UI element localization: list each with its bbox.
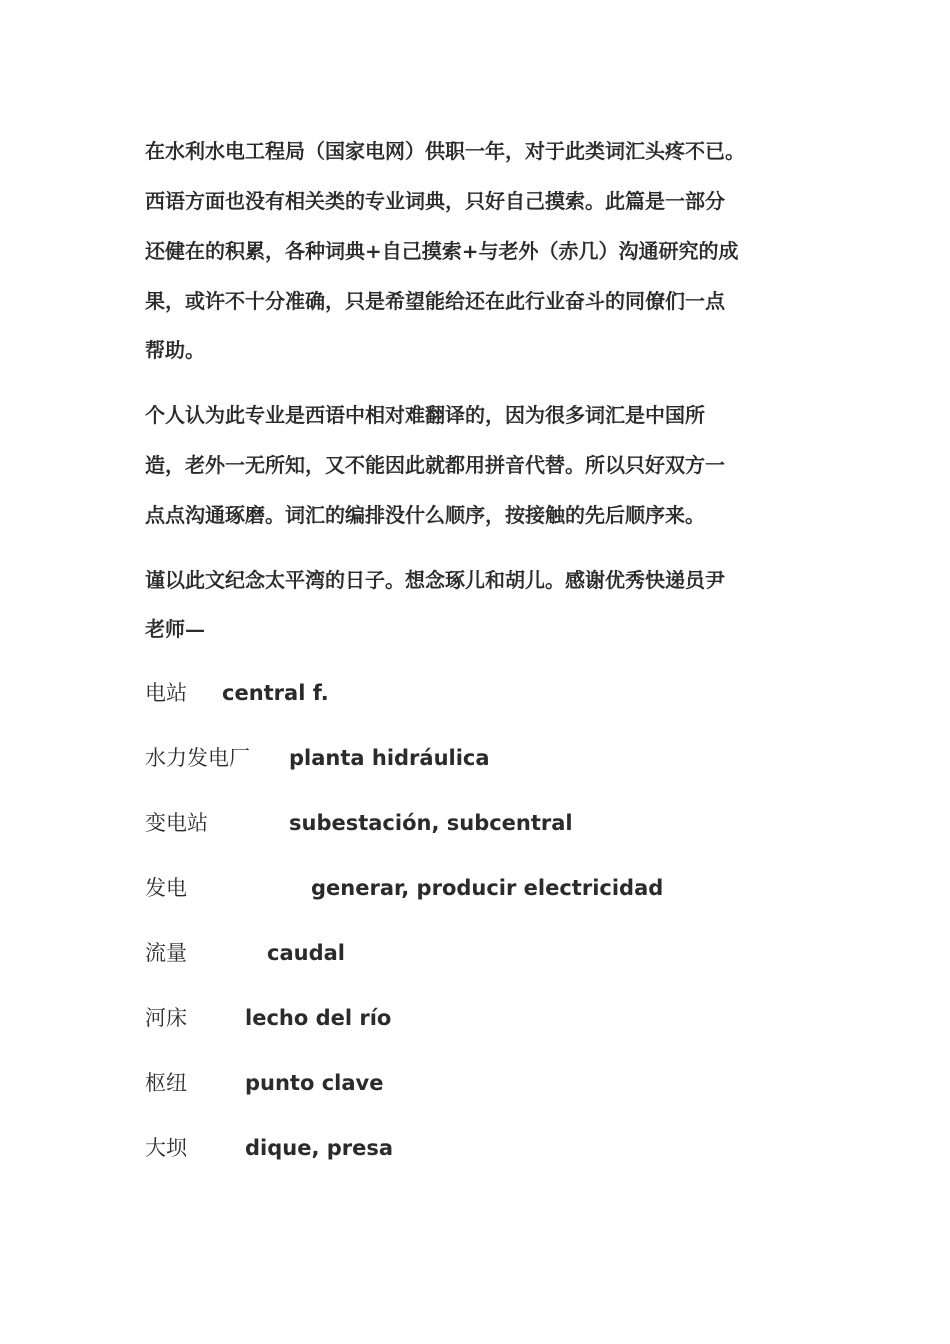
term-chinese: 河床: [145, 1006, 187, 1030]
term-chinese: 大坝: [145, 1136, 187, 1160]
intro-paragraph-3-line-2: 老师—: [145, 617, 205, 641]
intro-paragraph-2-line-3: 点点沟通琢磨。词汇的编排没什么顺序，按接触的先后顺序来。: [145, 503, 705, 527]
intro-paragraph-2-line-1: 个人认为此专业是西语中相对难翻译的，因为很多词汇是中国所: [145, 403, 705, 427]
intro-paragraph-1-line-5: 帮助。: [145, 338, 205, 362]
term-spanish: generar, producir electricidad: [311, 876, 664, 900]
intro-paragraph-3-line-1: 谨以此文纪念太平湾的日子。想念琢儿和胡儿。感谢优秀快递员尹: [145, 568, 725, 592]
term-spanish: dique, presa: [245, 1136, 394, 1160]
term-spanish: subestación, subcentral: [289, 811, 573, 835]
intro-paragraph-1-line-1: 在水利水电工程局（国家电网）供职一年，对于此类词汇头疼不已。: [145, 139, 745, 163]
term-chinese: 发电: [145, 876, 187, 900]
term-spanish: punto clave: [245, 1071, 384, 1095]
term-chinese: 水力发电厂: [145, 746, 250, 770]
term-chinese: 变电站: [145, 811, 208, 835]
term-spanish: central f.: [222, 681, 329, 705]
term-spanish: caudal: [267, 941, 345, 965]
term-chinese: 流量: [145, 941, 187, 965]
term-spanish: lecho del río: [245, 1006, 392, 1030]
intro-paragraph-1-line-4: 果，或许不十分准确，只是希望能给还在此行业奋斗的同僚们一点: [145, 289, 725, 313]
term-spanish: planta hidráulica: [289, 746, 490, 770]
term-chinese: 电站: [145, 681, 187, 705]
intro-paragraph-2-line-2: 造，老外一无所知，又不能因此就都用拼音代替。所以只好双方一: [145, 453, 725, 477]
term-chinese: 枢纽: [145, 1071, 187, 1095]
intro-paragraph-1-line-2: 西语方面也没有相关类的专业词典，只好自己摸索。此篇是一部分: [145, 189, 725, 213]
intro-paragraph-1-line-3: 还健在的积累，各种词典+自己摸索+与老外（赤几）沟通研究的成: [145, 239, 739, 263]
